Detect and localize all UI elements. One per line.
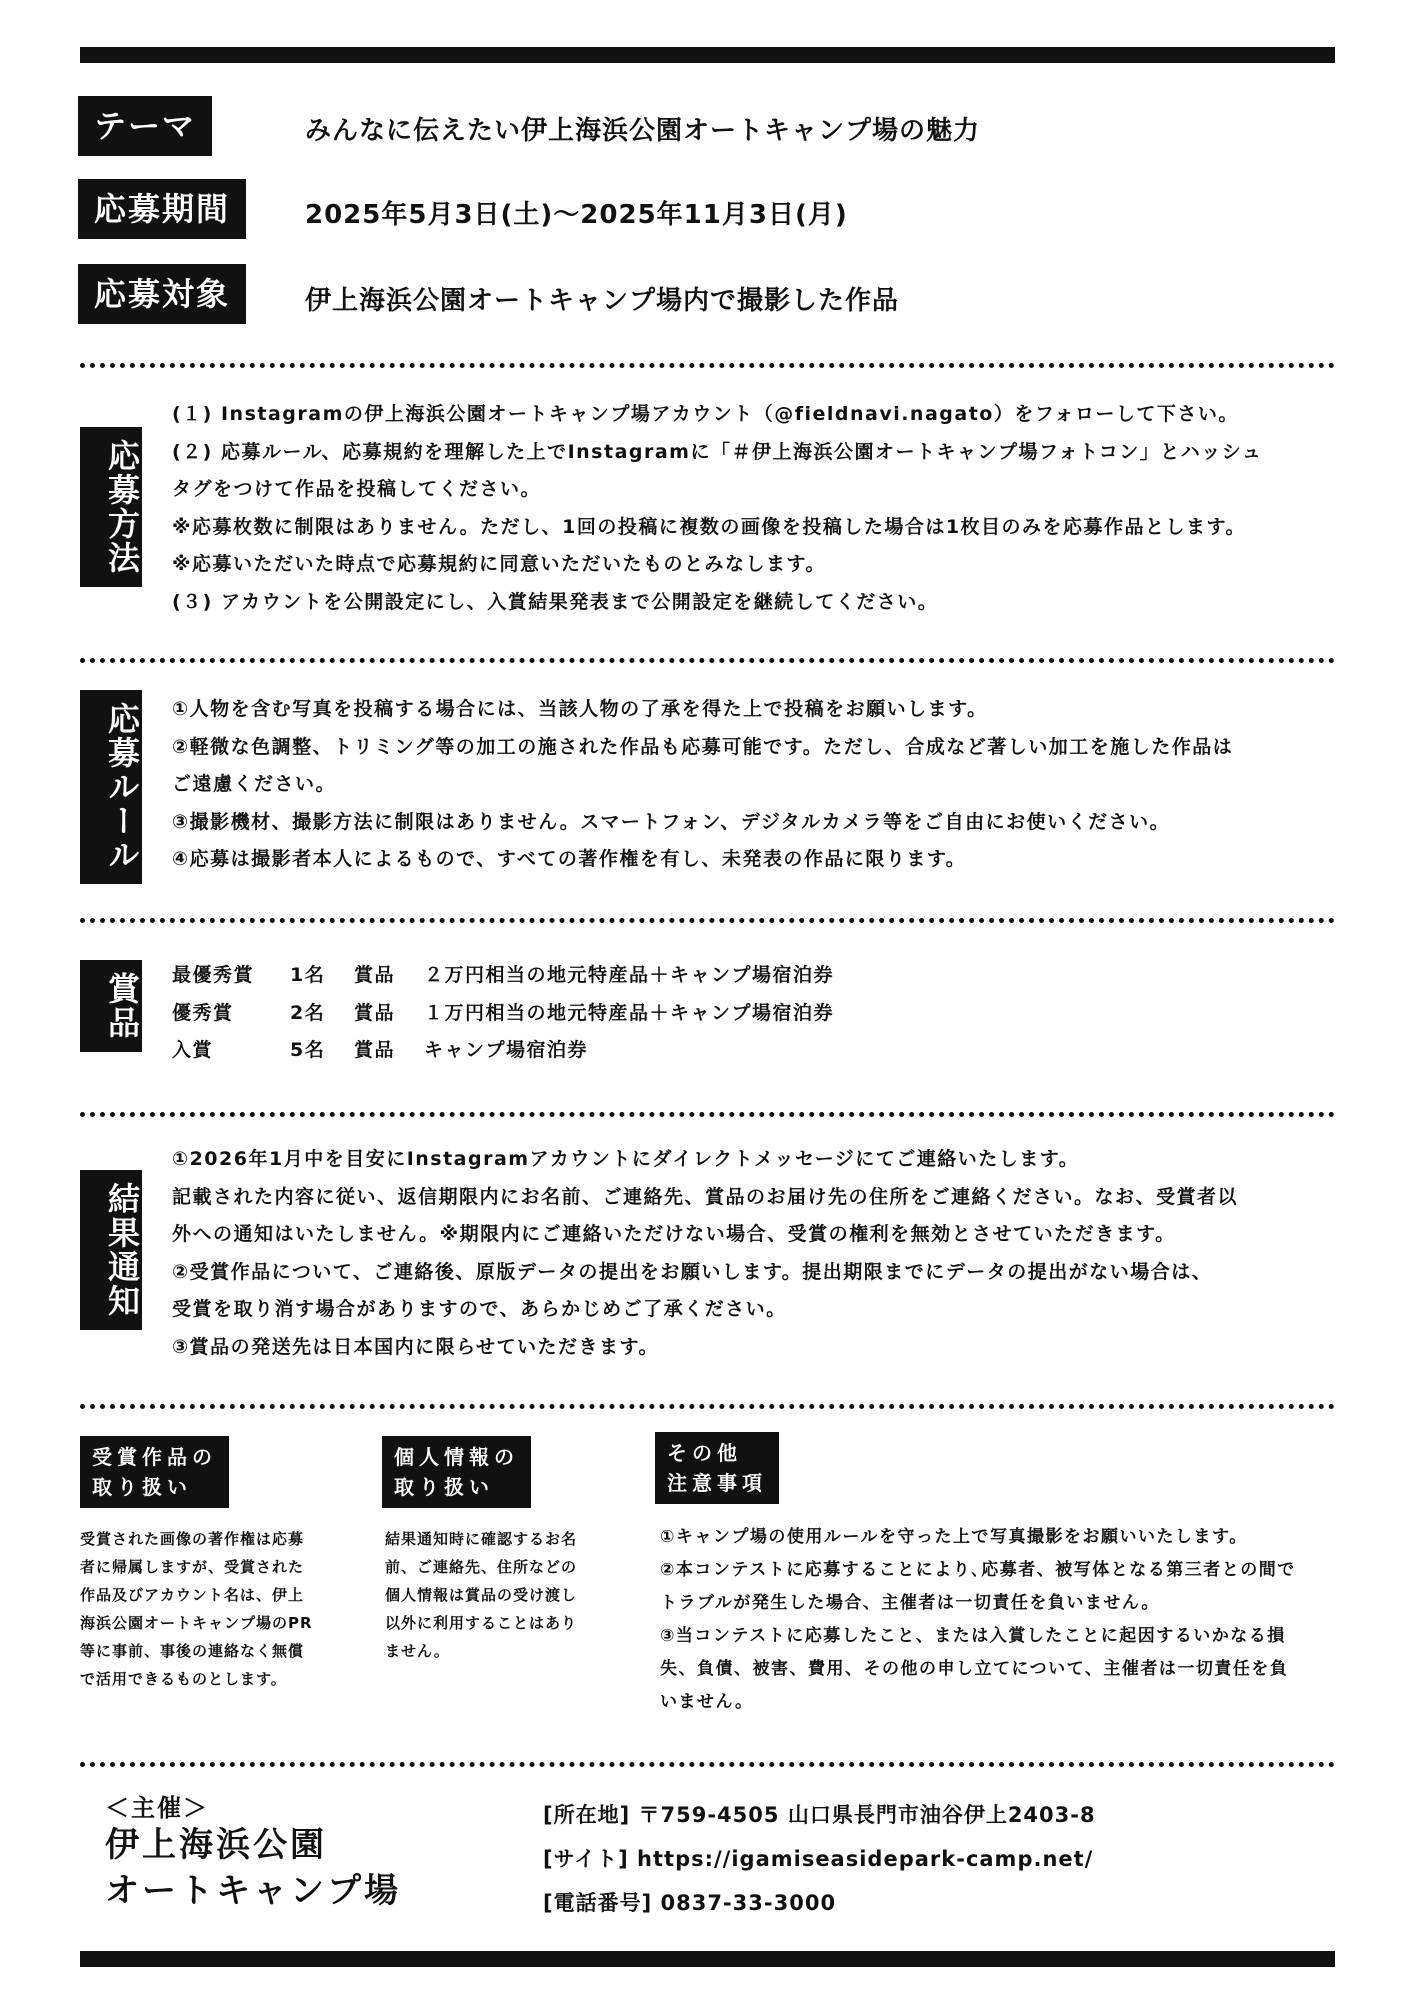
- privacy-label: [382, 1436, 531, 1508]
- organizer-name: [105, 1822, 401, 1914]
- prize-row: [172, 995, 1342, 1033]
- prize-name: 入賞: [172, 1039, 214, 1061]
- method-line: ※応募いただいた時点で応募規約に同意いただいたものとみなします。: [172, 553, 826, 575]
- rules-text: [172, 691, 1342, 879]
- prize-name: 優秀賞: [172, 1001, 234, 1024]
- bottom-border-bar: [80, 1951, 1335, 1967]
- results-text: [172, 1141, 1342, 1366]
- notes-line: ③当コンテストに応募したこと、または入賞したことに起因するいかなる損: [660, 1626, 1286, 1646]
- divider: [80, 918, 1335, 923]
- site-link[interactable]: [サイト] https://igamiseasidepark-camp.net/: [543, 1847, 1094, 1871]
- results-line: 外への通知はいたしません。※期限内にご連絡いただけない場合、受賞の権利を無効とさせていただきます。: [172, 1223, 1176, 1245]
- handling-text: [80, 1525, 313, 1693]
- prize-kind: 賞品: [354, 964, 396, 986]
- prizes-label: 賞品: [80, 960, 142, 1052]
- prize-count: 5名: [290, 1039, 326, 1061]
- notes-line: トラブルが発生した場合、主催者は一切責任を負いません。: [660, 1593, 1160, 1613]
- handling-line: で活用できるものとします。: [80, 1670, 287, 1688]
- organizer-name-line: 伊上海浜公園: [105, 1825, 327, 1865]
- prize-kind: 賞品: [354, 1001, 396, 1024]
- method-line: (３) アカウントを公開設定にし、入賞結果発表まで公開設定を継続してください。: [172, 590, 939, 613]
- privacy-line: 結果通知時に確認するお名: [385, 1530, 578, 1548]
- top-border-bar: [80, 47, 1335, 63]
- theme-value: みんなに伝えたい伊上海浜公園オートキャンプ場の魅力: [305, 116, 981, 146]
- results-line: ②受賞作品について、ご連絡後、原版データの提出をお願いします。提出期限までにデータの提出がない場合は、: [172, 1260, 1213, 1283]
- divider: [80, 1404, 1335, 1409]
- method-line: (１) Instagramの伊上海浜公園オートキャンプ場アカウント（@fieldnavi.nagato）をフォローして下さい。: [172, 403, 1239, 425]
- method-line: タグをつけて作品を投稿してください。: [172, 478, 542, 500]
- privacy-line: 前、ご連絡先、住所などの: [385, 1558, 578, 1576]
- handling-line: 受賞された画像の著作権は応募: [80, 1530, 305, 1548]
- target-label: 応募対象: [78, 264, 246, 324]
- rules-line: ①人物を含む写真を投稿する場合には、当該人物の了承を得た上で投稿をお願いします。: [172, 698, 988, 720]
- handling-line: 海浜公園オートキャンプ場のPR: [80, 1614, 313, 1632]
- divider: [80, 363, 1335, 368]
- notes-line: いません。: [660, 1692, 754, 1712]
- rules-line: ご遠慮ください。: [172, 773, 337, 795]
- rules-line: ④応募は撮影者本人によるもので、すべての著作権を有し、未発表の作品に限ります。: [172, 848, 967, 870]
- period-value: 2025年5月3日(土)～2025年11月3日(月): [305, 200, 848, 230]
- phone-text: [電話番号] 0837-33-3000: [543, 1891, 837, 1915]
- notes-label-line: 注意事項: [667, 1471, 767, 1495]
- prize-detail: １万円相当の地元特産品＋キャンプ場宿泊券: [424, 1001, 835, 1024]
- results-label: 結果通知: [80, 1170, 142, 1330]
- handling-line: 者に帰属しますが、受賞された: [80, 1558, 305, 1576]
- method-label: 応募方法: [80, 427, 142, 587]
- notes-label: [655, 1432, 779, 1504]
- rules-line: ③撮影機材、撮影方法に制限はありません。スマートフォン、デジタルカメラ等をご自由にお使いください。: [172, 810, 1171, 833]
- divider: [80, 658, 1335, 663]
- notes-label-line: その他: [667, 1441, 742, 1465]
- results-line: 記載された内容に従い、返信期限内にお名前、ご連絡先、賞品のお届け先の住所をご連絡ください。なお、受賞者以: [172, 1185, 1239, 1208]
- organizer-name-line: オートキャンプ場: [105, 1871, 401, 1911]
- privacy-label-line: 個人情報の: [394, 1445, 519, 1469]
- organizer-contact: [543, 1793, 1096, 1925]
- rules-label: 応募ルール: [80, 690, 142, 884]
- results-line: ③賞品の発送先は日本国内に限らせていただきます。: [172, 1335, 659, 1358]
- divider: [80, 1762, 1335, 1767]
- theme-label: テーマ: [78, 96, 212, 156]
- privacy-label-line: 取り扱い: [394, 1475, 494, 1499]
- notes-line: ①キャンプ場の使用ルールを守った上で写真撮影をお願いいたします。: [660, 1527, 1248, 1547]
- organizer-lead: ＜主催＞: [105, 1794, 209, 1822]
- prize-detail: ２万円相当の地元特産品＋キャンプ場宿泊券: [424, 964, 835, 986]
- prize-count: 2名: [290, 1001, 326, 1024]
- results-line: ①2026年1月中を目安にInstagramアカウントにダイレクトメッセージにてご連絡いたします。: [172, 1148, 1080, 1170]
- method-line: (２) 応募ルール、応募規約を理解した上でInstagramに「＃伊上海浜公園オートキャンプ場フォトコン」とハッシュ: [172, 440, 1263, 463]
- method-text: [172, 396, 1342, 621]
- rules-line: ②軽微な色調整、トリミング等の加工の施された作品も応募可能です。ただし、合成など著しい加工を施した作品は: [172, 735, 1234, 758]
- prize-detail: キャンプ場宿泊券: [424, 1039, 589, 1061]
- handling-label: [80, 1436, 229, 1508]
- handling-line: 作品及びアカウント名は、伊上: [80, 1586, 304, 1604]
- prize-name: 最優秀賞: [172, 964, 255, 986]
- notes-line: 失、負債、被害、費用、その他の申し立てについて、主催者は一切責任を負: [660, 1659, 1289, 1679]
- handling-label-line: 取り扱い: [92, 1475, 192, 1499]
- results-line: 受賞を取り消す場合がありますので、あらかじめご了承ください。: [172, 1298, 787, 1320]
- handling-line: 等に事前、事後の連絡なく無償: [80, 1642, 305, 1660]
- prize-count: 1名: [290, 964, 326, 986]
- notes-line: ②本コンテストに応募することにより､応募者、被写体となる第三者との間で: [660, 1560, 1296, 1580]
- address-text: [所在地] 〒759-4505 山口県長門市油谷伊上2403-8: [543, 1803, 1096, 1827]
- prize-kind: 賞品: [354, 1039, 396, 1061]
- divider: [80, 1112, 1335, 1117]
- privacy-line: 個人情報は賞品の受け渡し: [385, 1586, 578, 1604]
- handling-label-line: 受賞作品の: [92, 1445, 217, 1469]
- target-value: 伊上海浜公園オートキャンプ場内で撮影した作品: [305, 286, 900, 316]
- prize-row: [172, 1032, 1342, 1070]
- privacy-text: [385, 1525, 577, 1665]
- prizes-table: [172, 957, 1342, 1070]
- privacy-line: 以外に利用することはあり: [385, 1614, 578, 1632]
- method-line: ※応募枚数に制限はありません。ただし、1回の投稿に複数の画像を投稿した場合は1枚目のみを応募作品とします。: [172, 515, 1247, 538]
- prize-row: [172, 957, 1342, 995]
- notes-text: [660, 1521, 1350, 1719]
- period-label: 応募期間: [78, 179, 246, 239]
- privacy-line: ません。: [385, 1642, 450, 1660]
